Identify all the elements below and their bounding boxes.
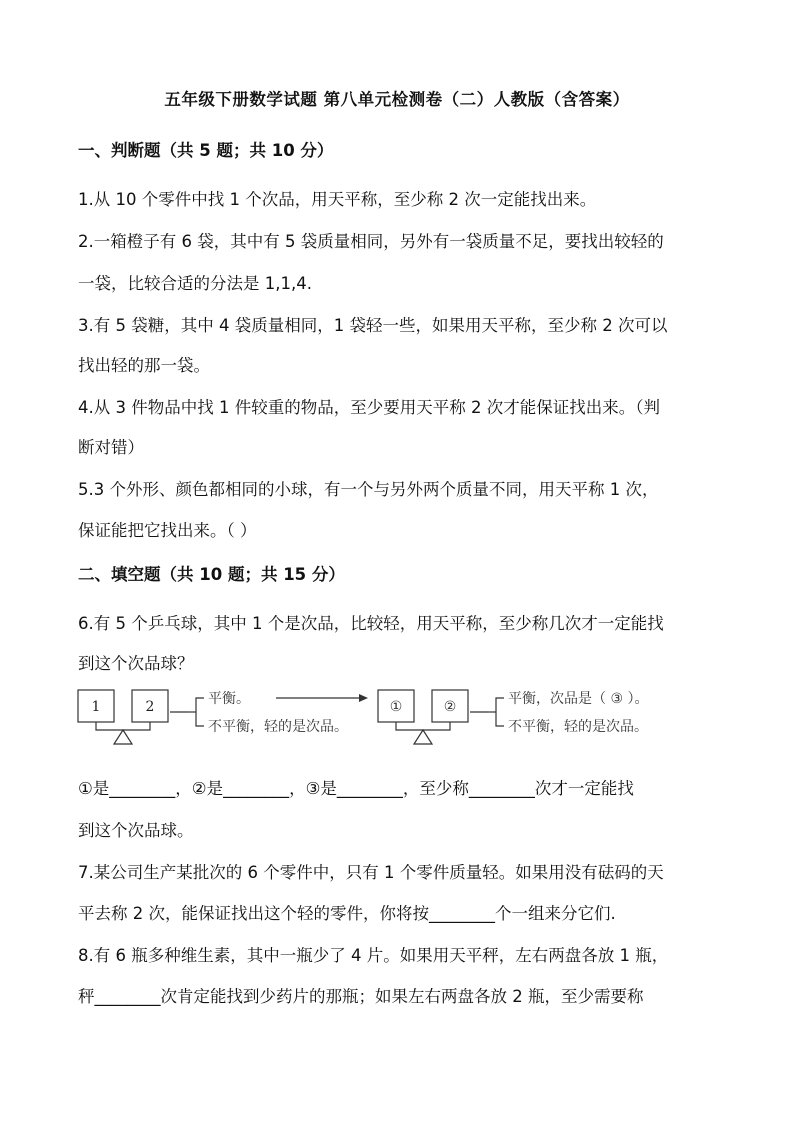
question-2-line-2: 一袋，比较合适的分法是 1,1,4. bbox=[78, 274, 312, 293]
question-6-line-4: 到这个次品球。 bbox=[78, 821, 194, 840]
pan-label-4: ② bbox=[443, 699, 457, 715]
page-title: 五年级下册数学试题 第八单元检测卷（二）人教版（含答案） bbox=[164, 90, 630, 109]
question-8-line-2: 秤________次肯定能找到少药片的那瓶；如果左右两盘各放 2 瓶，至少需要称 bbox=[78, 987, 644, 1006]
unbalanced-text-2: 不平衡，轻的是次品。 bbox=[508, 719, 648, 735]
arrow bbox=[276, 694, 368, 702]
pan-label-3: ① bbox=[389, 699, 403, 715]
section-fill-blank-heading: 二、填空题（共 10 题；共 15 分） bbox=[78, 565, 345, 584]
question-4-line-2: 断对错） bbox=[78, 438, 144, 457]
unbalanced-text-1: 不平衡，轻的是次品。 bbox=[208, 719, 348, 735]
question-2-line-1: 2.一箱橙子有 6 袋，其中有 5 袋质量相同，另外有一袋质量不足，要找出较轻的 bbox=[78, 232, 664, 251]
balance-diagram bbox=[76, 684, 716, 754]
question-6-line-2: 到这个次品球？ bbox=[78, 654, 194, 673]
question-4-line-1: 4.从 3 件物品中找 1 件较重的物品，至少要用天平称 2 次才能保证找出来。（判 bbox=[78, 398, 660, 417]
question-5-line-2: 保证能把它找出来。（ ） bbox=[78, 521, 257, 540]
balanced-text-1: 平衡。 bbox=[208, 691, 250, 707]
pan-label-2: 2 bbox=[145, 699, 155, 715]
question-6-line-1: 6.有 5 个乒乓球，其中 1 个是次品，比较轻，用天平称，至少称几次才一定能找 bbox=[78, 614, 664, 633]
question-3-line-2: 找出轻的那一袋。 bbox=[78, 356, 210, 375]
question-7-line-2: 平去称 2 次，能保证找出这个轻的零件，你将按________个一组来分它们. bbox=[78, 904, 616, 923]
pan-label-1: 1 bbox=[91, 699, 101, 715]
question-6-line-3: ①是________，②是________，③是________，至少称________次才一定能找 bbox=[78, 779, 634, 798]
question-1: 1.从 10 个零件中找 1 个次品，用天平称，至少称 2 次一定能找出来。 bbox=[78, 190, 597, 209]
question-8-line-1: 8.有 6 瓶多种维生素，其中一瓶少了 4 片。如果用天平秤，左右两盘各放 1 瓶， bbox=[78, 946, 669, 965]
question-7-line-1: 7.某公司生产某批次的 6 个零件中，只有 1 个零件质量轻。如果用没有砝码的天 bbox=[78, 863, 664, 882]
question-3-line-1: 3.有 5 袋糖，其中 4 袋质量相同，1 袋轻一些，如果用天平称，至少称 2 次可以 bbox=[78, 316, 668, 335]
section-judgement-heading: 一、判断题（共 5 题；共 10 分） bbox=[78, 141, 334, 160]
question-5-line-1: 5.3 个外形、颜色都相同的小球，有一个与另外两个质量不同，用天平称 1 次， bbox=[78, 480, 659, 499]
balanced-text-2: 平衡，次品是（ ③ ）。 bbox=[508, 691, 649, 707]
balance-scale-2 bbox=[378, 690, 648, 744]
